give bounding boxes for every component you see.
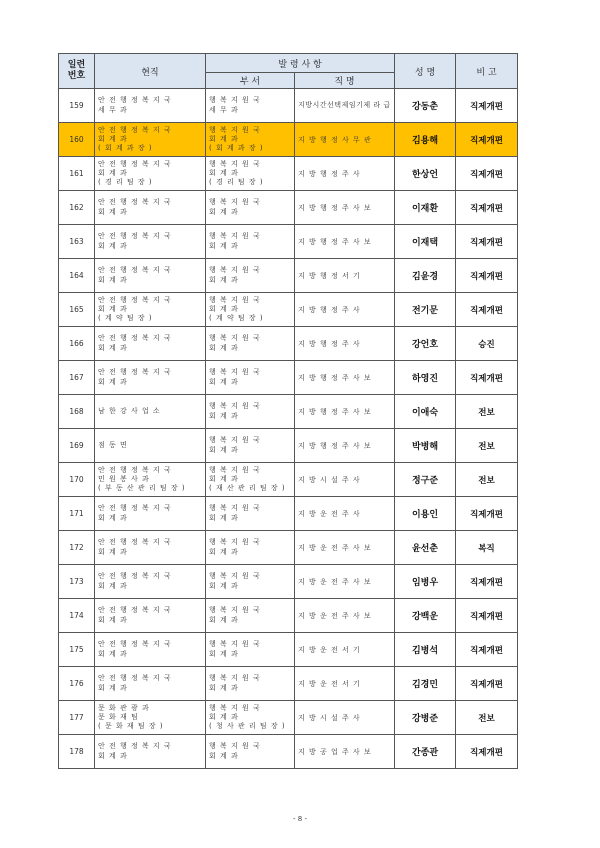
- header-remark: 비 고: [456, 54, 518, 89]
- person-name: 강언호: [395, 327, 456, 361]
- serial-number: 167: [59, 361, 95, 395]
- person-name: 김용해: [395, 123, 456, 157]
- dept-cell: [206, 429, 295, 463]
- appointment-table: [58, 53, 518, 769]
- person-name: 박병해: [395, 429, 456, 463]
- position-title-cell: 지 방 시 설 주 사: [295, 463, 395, 497]
- person-name: 임병우: [395, 565, 456, 599]
- position-title-cell: 지 방 행 정 주 사 보: [295, 225, 395, 259]
- current-position-cell: [95, 259, 206, 293]
- dept-line: 회 계 과: [209, 615, 239, 624]
- person-name: 하영진: [395, 361, 456, 395]
- position-title-cell: 지 방 행 정 주 사 보: [295, 395, 395, 429]
- current-position-line: 회 계 과: [98, 547, 128, 556]
- dept-cell: [206, 463, 295, 497]
- serial-number: 163: [59, 225, 95, 259]
- dept-line: ( 경 리 팀 장 ): [209, 178, 264, 187]
- dept-cell: [206, 327, 295, 361]
- remark-cell: 직제개편: [456, 599, 518, 633]
- dept-cell: [206, 293, 295, 327]
- table-row: [59, 735, 518, 769]
- dept-line: 행 복 지 원 국: [209, 606, 261, 615]
- dept-cell: [206, 599, 295, 633]
- serial-number: 169: [59, 429, 95, 463]
- person-name: 이애숙: [395, 395, 456, 429]
- current-position-line: ( 회 계 과 장 ): [98, 144, 153, 153]
- position-title-cell: 지 방 운 전 주 사 보: [295, 599, 395, 633]
- current-position-line: 민 원 봉 사 과: [98, 474, 150, 483]
- table-row: [59, 395, 518, 429]
- table-row: [59, 157, 518, 191]
- remark-cell: 승진: [456, 327, 518, 361]
- remark-cell: 직제개편: [456, 89, 518, 123]
- position-title-cell: 지 방 운 전 주 사: [295, 497, 395, 531]
- dept-line: 행 복 지 원 국: [209, 232, 261, 241]
- position-title-cell: 지 방 운 전 서 기: [295, 633, 395, 667]
- remark-cell: 직제개편: [456, 293, 518, 327]
- table-row: [59, 327, 518, 361]
- dept-line: 행 복 지 원 국: [209, 96, 261, 105]
- table-row: [59, 293, 518, 327]
- current-position-line: 안 전 행 정 복 지 국: [98, 159, 172, 168]
- dept-cell: [206, 531, 295, 565]
- serial-number: 160: [59, 123, 95, 157]
- dept-cell: [206, 735, 295, 769]
- remark-cell: 직제개편: [456, 633, 518, 667]
- serial-number: 173: [59, 565, 95, 599]
- remark-cell: 복직: [456, 531, 518, 565]
- serial-number: 162: [59, 191, 95, 225]
- position-title-cell: 지방시간선택제임기제 라 급: [295, 89, 395, 123]
- remark-cell: 전보: [456, 701, 518, 735]
- serial-number: 174: [59, 599, 95, 633]
- current-position-line: ( 부 동 산 관 리 팀 장 ): [98, 484, 186, 493]
- current-position-cell: [95, 497, 206, 531]
- person-name: 강백운: [395, 599, 456, 633]
- serial-number: 178: [59, 735, 95, 769]
- dept-line: 회 계 과: [209, 168, 239, 177]
- position-title-cell: 지 방 행 정 주 사 보: [295, 361, 395, 395]
- current-position-cell: [95, 361, 206, 395]
- person-name: 정구준: [395, 463, 456, 497]
- table-row: [59, 599, 518, 633]
- current-position-line: 회 계 과: [98, 649, 128, 658]
- current-position-line: 안 전 행 정 복 지 국: [98, 198, 172, 207]
- serial-number: 164: [59, 259, 95, 293]
- table-row: [59, 701, 518, 735]
- serial-number: 166: [59, 327, 95, 361]
- remark-cell: 직제개편: [456, 225, 518, 259]
- position-title-cell: 지 방 행 정 서 기: [295, 259, 395, 293]
- person-name: 간종관: [395, 735, 456, 769]
- current-position-line: 문 화 관 광 과: [98, 703, 150, 712]
- position-title-cell: 지 방 행 정 주 사 보: [295, 191, 395, 225]
- position-title-cell: 지 방 행 정 사 무 관: [295, 123, 395, 157]
- position-title-cell: 지 방 운 전 주 사 보: [295, 565, 395, 599]
- dept-line: 회 계 과: [209, 513, 239, 522]
- header-dept: 부 서: [206, 73, 295, 89]
- current-position-cell: [95, 157, 206, 191]
- position-title-cell: 지 방 공 업 주 사 보: [295, 735, 395, 769]
- dept-line: 행 복 지 원 국: [209, 640, 261, 649]
- position-title-cell: 지 방 행 정 주 사: [295, 157, 395, 191]
- remark-cell: 직제개편: [456, 191, 518, 225]
- dept-line: 행 복 지 원 국: [209, 295, 261, 304]
- dept-line: ( 계 약 팀 장 ): [209, 314, 264, 323]
- current-position-cell: [95, 531, 206, 565]
- serial-number: 171: [59, 497, 95, 531]
- table-row: [59, 633, 518, 667]
- dept-cell: [206, 497, 295, 531]
- table-row: [59, 191, 518, 225]
- table-row: [59, 259, 518, 293]
- table-body: [59, 89, 518, 769]
- serial-number: 159: [59, 89, 95, 123]
- dept-line: 회 계 과: [209, 411, 239, 420]
- table-row: [59, 225, 518, 259]
- current-position-line: 회 계 과: [98, 513, 128, 522]
- current-position-line: 회 계 과: [98, 343, 128, 352]
- dept-line: ( 재 산 관 리 팀 장 ): [209, 484, 286, 493]
- current-position-line: 회 계 과: [98, 304, 128, 313]
- dept-line: 행 복 지 원 국: [209, 436, 261, 445]
- dept-line: 행 복 지 원 국: [209, 674, 261, 683]
- position-title-cell: 지 방 시 설 주 사: [295, 701, 395, 735]
- current-position-line: 회 계 과: [98, 275, 128, 284]
- dept-line: 회 계 과: [209, 547, 239, 556]
- person-name: 강병준: [395, 701, 456, 735]
- current-position-line: 회 계 과: [98, 615, 128, 624]
- dept-cell: [206, 89, 295, 123]
- dept-line: 회 계 과: [209, 581, 239, 590]
- current-position-cell: [95, 327, 206, 361]
- remark-cell: 직제개편: [456, 157, 518, 191]
- current-position-line: 안 전 행 정 복 지 국: [98, 266, 172, 275]
- current-position-line: 안 전 행 정 복 지 국: [98, 674, 172, 683]
- remark-cell: 전보: [456, 429, 518, 463]
- person-name: 김윤경: [395, 259, 456, 293]
- table-header-row: [59, 54, 518, 73]
- dept-line: 회 계 과: [209, 207, 239, 216]
- current-position-cell: [95, 463, 206, 497]
- serial-number: 175: [59, 633, 95, 667]
- dept-line: 행 복 지 원 국: [209, 159, 261, 168]
- dept-line: 행 복 지 원 국: [209, 125, 261, 134]
- position-title-cell: 지 방 행 정 주 사 보: [295, 429, 395, 463]
- current-position-line: 안 전 행 정 복 지 국: [98, 96, 172, 105]
- dept-line: 회 계 과: [209, 751, 239, 760]
- current-position-cell: [95, 429, 206, 463]
- current-position-cell: [95, 123, 206, 157]
- serial-number: 165: [59, 293, 95, 327]
- current-position-line: 회 계 과: [98, 377, 128, 386]
- current-position-line: 회 계 과: [98, 168, 128, 177]
- header-current: 현직: [95, 54, 206, 89]
- table-row: [59, 667, 518, 701]
- current-position-cell: [95, 667, 206, 701]
- current-position-cell: [95, 293, 206, 327]
- table-row: [59, 463, 518, 497]
- current-position-line: 문 화 재 팀: [98, 712, 139, 721]
- dept-line: 회 계 과: [209, 304, 239, 313]
- position-title-cell: 지 방 운 전 주 사 보: [295, 531, 395, 565]
- current-position-line: 안 전 행 정 복 지 국: [98, 465, 172, 474]
- dept-line: 행 복 지 원 국: [209, 504, 261, 513]
- dept-cell: [206, 123, 295, 157]
- remark-cell: 전보: [456, 395, 518, 429]
- position-title-cell: 지 방 행 정 주 사: [295, 327, 395, 361]
- dept-line: 회 계 과: [209, 474, 239, 483]
- table-row: [59, 429, 518, 463]
- dept-line: 행 복 지 원 국: [209, 703, 261, 712]
- dept-cell: [206, 225, 295, 259]
- position-title-cell: 지 방 운 전 서 기: [295, 667, 395, 701]
- dept-cell: [206, 157, 295, 191]
- current-position-line: 세 무 과: [98, 105, 128, 114]
- table-row: [59, 531, 518, 565]
- person-name: 한상언: [395, 157, 456, 191]
- remark-cell: 직제개편: [456, 123, 518, 157]
- dept-line: ( 청 사 관 리 팀 장 ): [209, 722, 286, 731]
- remark-cell: 직제개편: [456, 735, 518, 769]
- current-position-line: 안 전 행 정 복 지 국: [98, 232, 172, 241]
- current-position-line: 회 계 과: [98, 241, 128, 250]
- remark-cell: 직제개편: [456, 497, 518, 531]
- current-position-line: 안 전 행 정 복 지 국: [98, 368, 172, 377]
- dept-cell: [206, 191, 295, 225]
- current-position-line: 안 전 행 정 복 지 국: [98, 295, 172, 304]
- dept-line: 행 복 지 원 국: [209, 368, 261, 377]
- header-appointment: 발 령 사 항: [206, 54, 395, 73]
- dept-cell: [206, 361, 295, 395]
- current-position-line: 회 계 과: [98, 581, 128, 590]
- table-row: [59, 89, 518, 123]
- person-name: 이용인: [395, 497, 456, 531]
- position-title-cell: 지 방 행 정 주 사: [295, 293, 395, 327]
- current-position-cell: [95, 701, 206, 735]
- dept-line: 회 계 과: [209, 683, 239, 692]
- current-position-cell: [95, 599, 206, 633]
- dept-line: 행 복 지 원 국: [209, 334, 261, 343]
- dept-cell: [206, 667, 295, 701]
- dept-cell: [206, 565, 295, 599]
- dept-line: 회 계 과: [209, 343, 239, 352]
- current-position-line: 회 계 과: [98, 207, 128, 216]
- current-position-line: 안 전 행 정 복 지 국: [98, 538, 172, 547]
- header-name: 성 명: [395, 54, 456, 89]
- dept-line: 행 복 지 원 국: [209, 198, 261, 207]
- remark-cell: 직제개편: [456, 259, 518, 293]
- table-row: [59, 361, 518, 395]
- serial-number: 172: [59, 531, 95, 565]
- dept-line: 행 복 지 원 국: [209, 742, 261, 751]
- current-position-line: 회 계 과: [98, 134, 128, 143]
- person-name: 윤선춘: [395, 531, 456, 565]
- dept-line: 회 계 과: [209, 377, 239, 386]
- current-position-line: ( 계 약 팀 장 ): [98, 314, 153, 323]
- dept-line: 행 복 지 원 국: [209, 402, 261, 411]
- remark-cell: 직제개편: [456, 565, 518, 599]
- person-name: 전기문: [395, 293, 456, 327]
- remark-cell: 전보: [456, 463, 518, 497]
- table-row: [59, 497, 518, 531]
- current-position-line: 안 전 행 정 복 지 국: [98, 504, 172, 513]
- current-position-line: 점 동 면: [98, 440, 128, 449]
- current-position-cell: [95, 225, 206, 259]
- current-position-cell: [95, 191, 206, 225]
- dept-line: 회 계 과: [209, 445, 239, 454]
- current-position-line: 안 전 행 정 복 지 국: [98, 334, 172, 343]
- current-position-cell: [95, 633, 206, 667]
- serial-number: 168: [59, 395, 95, 429]
- current-position-line: 안 전 행 정 복 지 국: [98, 606, 172, 615]
- dept-line: 회 계 과: [209, 712, 239, 721]
- dept-line: 회 계 과: [209, 275, 239, 284]
- current-position-line: 안 전 행 정 복 지 국: [98, 640, 172, 649]
- dept-line: 세 무 과: [209, 105, 239, 114]
- current-position-line: 회 계 과: [98, 751, 128, 760]
- current-position-line: ( 문 화 재 팀 장 ): [98, 722, 164, 731]
- serial-number: 170: [59, 463, 95, 497]
- dept-cell: [206, 701, 295, 735]
- dept-line: 행 복 지 원 국: [209, 538, 261, 547]
- header-position: 직 명: [295, 73, 395, 89]
- page-number: - 8 -: [293, 815, 307, 823]
- current-position-line: 안 전 행 정 복 지 국: [98, 572, 172, 581]
- dept-cell: [206, 395, 295, 429]
- person-name: 강동춘: [395, 89, 456, 123]
- dept-line: 회 계 과: [209, 241, 239, 250]
- current-position-line: 안 전 행 정 복 지 국: [98, 742, 172, 751]
- dept-line: 행 복 지 원 국: [209, 572, 261, 581]
- dept-line: 행 복 지 원 국: [209, 266, 261, 275]
- person-name: 김병석: [395, 633, 456, 667]
- remark-cell: 직제개편: [456, 667, 518, 701]
- serial-number: 161: [59, 157, 95, 191]
- dept-line: 행 복 지 원 국: [209, 465, 261, 474]
- dept-cell: [206, 259, 295, 293]
- person-name: 이재택: [395, 225, 456, 259]
- person-name: 김경민: [395, 667, 456, 701]
- dept-line: 회 계 과: [209, 649, 239, 658]
- table-row: [59, 565, 518, 599]
- current-position-line: 안 전 행 정 복 지 국: [98, 125, 172, 134]
- current-position-cell: [95, 89, 206, 123]
- header-serial: 일련 번호: [59, 54, 95, 89]
- current-position-cell: [95, 735, 206, 769]
- dept-cell: [206, 633, 295, 667]
- serial-number: 176: [59, 667, 95, 701]
- dept-line: 회 계 과: [209, 134, 239, 143]
- current-position-cell: [95, 565, 206, 599]
- dept-line: ( 회 계 과 장 ): [209, 144, 264, 153]
- table-row: [59, 123, 518, 157]
- person-name: 이재환: [395, 191, 456, 225]
- current-position-cell: [95, 395, 206, 429]
- current-position-line: 회 계 과: [98, 683, 128, 692]
- serial-number: 177: [59, 701, 95, 735]
- remark-cell: 직제개편: [456, 361, 518, 395]
- current-position-line: ( 경 리 팀 장 ): [98, 178, 153, 187]
- current-position-line: 남 한 강 사 업 소: [98, 406, 161, 415]
